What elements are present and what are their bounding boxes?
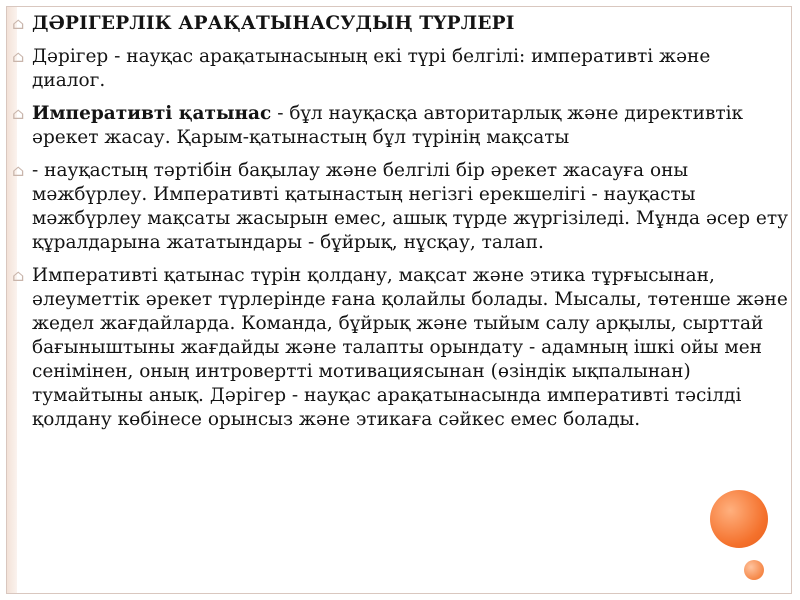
decor-circle-small bbox=[744, 560, 764, 580]
paragraph-1-text: Дәрігер - науқас арақатынасының екі түрі белгілі: императивті және диалог. bbox=[32, 46, 711, 91]
bullet-icon: ⌂ bbox=[12, 104, 25, 123]
bullet-icon: ⌂ bbox=[12, 266, 25, 285]
paragraph-4-text: Императивті қатынас түрін қолдану, мақсат және этика тұрғысынан, әлеуметтік әрекет түрлерінде ғана қолайлы болады. Мысалы, төтенше және жедел жағдайларда. Команда, бұйрық және тыйым салу арқылы, сырттай бағыныштыны жағдайды және талапты орындату - адамның ішкі ойы мен сенімінен, оның интровертті мотивациясынан (өзіндік ықпалынан) тумайтыны анық. Дәрігер - науқас арақатынасында императивті тәсілді қолдану көбінесе орынсыз және этикаға сәйкес емес болады. bbox=[32, 265, 788, 430]
paragraph-3 bbox=[12, 159, 788, 255]
paragraph-2-text: - бұл науқасқа авторитарлық және директивтік әрекет жасау. Қарым-қатынастың бұл түрінің мақсаты bbox=[32, 103, 744, 148]
paragraph-2 bbox=[12, 102, 788, 150]
paragraph-1 bbox=[12, 45, 788, 93]
bullet-icon: ⌂ bbox=[12, 14, 25, 33]
paragraph-2-bold: Императивті қатынас bbox=[32, 103, 272, 124]
slide-title: ДӘРІГЕРЛІК АРАҚАТЫНАСУДЫҢ ТҮРЛЕРІ bbox=[32, 13, 515, 34]
title-line bbox=[12, 12, 788, 36]
bullet-icon: ⌂ bbox=[12, 161, 25, 180]
slide-content bbox=[12, 12, 788, 441]
bullet-icon: ⌂ bbox=[12, 47, 25, 66]
paragraph-3-text: - науқастың тәртібін бақылау және белгілі бір әрекет жасауға оны мәжбүрлеу. Императивті қатынастың негізгі ерекшелігі - науқасты мәжбүрлеу мақсаты жасырын емес, ашық түрде жүргізіледі. Мұнда әсер ету құралдарына жататындары - бұйрық, нұсқау, талап. bbox=[32, 160, 788, 253]
decor-circle-large bbox=[710, 490, 768, 548]
paragraph-4 bbox=[12, 264, 788, 432]
